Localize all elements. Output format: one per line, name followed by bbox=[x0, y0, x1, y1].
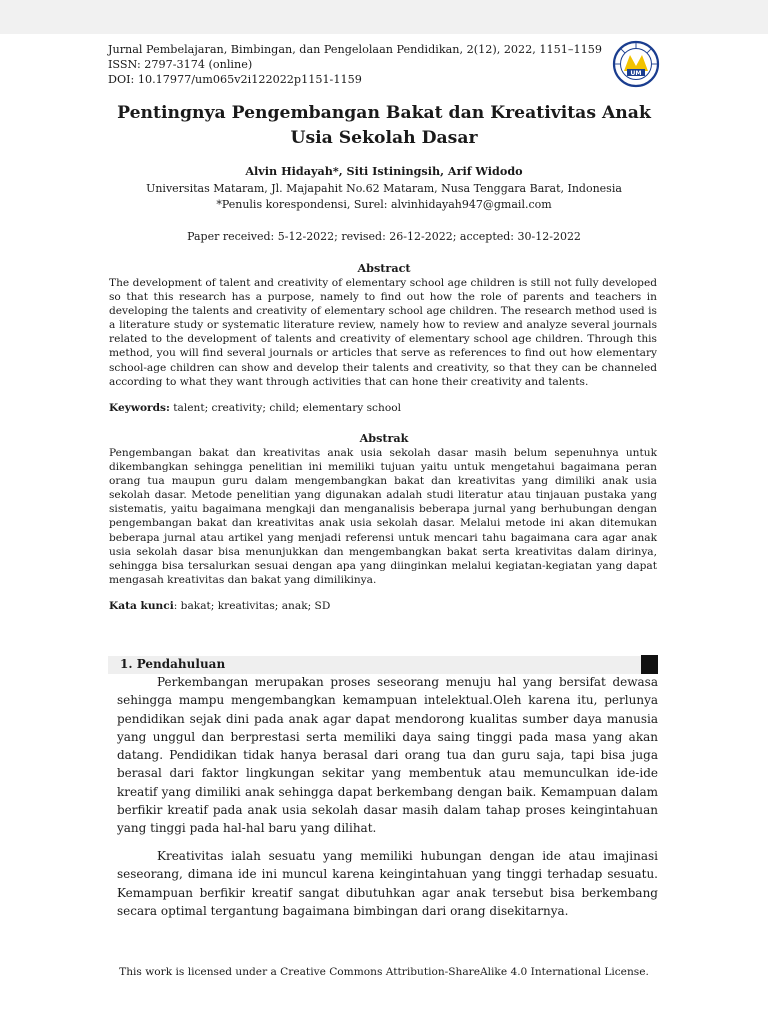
abstrak-heading: Abstrak bbox=[359, 431, 409, 445]
abstrak-body: Pengembangan bakat dan kreativitas anak usia sekolah dasar masih belum sepenuhnya untuk dikembangkan sehingga penelitian ini memiliki tujuan yaitu untuk mengetahui bagaimana peran orang tua maupun guru dalam mengembangkan bakat dan kreativitas yang dimiliki anak usia sekolah dasar. Metode penelitian yang digunakan adalah studi literatur atau tinjauan pustaka yang sistematis, yaitu bagaimana mengkaji dan menganalisis beberapa jurnal yang berhubungan dengan pengembangan bakat dan kreativitas anak usia sekolah dasar. Melalui metode ini akan ditemukan beberapa jurnal atau artikel yang menjadi referensi untuk mencari tahu bagaimana cara agar anak usia sekolah dasar bisa menunjukkan dan mengembangkan bakat serta kreativitas dalam dirinya, sehingga bisa tersalurkan sesuai dengan apa yang diinginkan melalui kegiatan-kegiatan yang dapat mengasah kreativitas dan bakat yang dimilikinya. bbox=[109, 447, 657, 586]
abstract-heading: Abstract bbox=[357, 261, 411, 275]
kata-kunci-label: Kata kunci bbox=[109, 600, 174, 612]
keywords-text: talent; creativity; child; elementary school bbox=[169, 402, 401, 414]
kata-kunci-text: : bakat; kreativitas; anak; SD bbox=[173, 600, 331, 612]
affiliation: Universitas Mataram, Jl. Majapahit No.62 Mataram, Nusa Tenggara Barat, Indonesia bbox=[146, 182, 622, 195]
paragraph-1: Perkembangan merupakan proses seseorang menuju hal yang bersifat dewasa sehingga mampu mengembangkan kemampuan intelektual.Oleh karena itu, perlunya pendidikan sejak dini pada anak agar dapat mendorong kualitas sumber daya manusia yang unggul dan berprestasi serta memiliki daya saing tinggi pada masa yang akan datang. Pendidikan tidak hanya berasal dari orang tua dan guru saja, tapi bisa juga berasal dari faktor lingkungan sekitar yang membentuk atau memunculkan ide-ide kreatif yang dimiliki anak sehingga dapat berkembang dengan baik. Kemampuan dalam berfikir kreatif pada anak usia sekolah dasar masih dalam tahap proses keingintahuan yang tinggi pada hal-hal baru yang dilihat. bbox=[117, 675, 658, 836]
keywords-label: Keywords: bbox=[109, 402, 170, 414]
section-marker-block bbox=[641, 655, 658, 674]
license-footer[interactable]: This work is licensed under a Creative Commons Attribution-ShareAlike 4.0 International License. bbox=[119, 966, 649, 978]
paper-dates: Paper received: 5-12-2022; revised: 26-12-2022; accepted: 30-12-2022 bbox=[187, 230, 581, 243]
viewer-top-bar bbox=[0, 0, 768, 34]
paper-authors: Alvin Hidayah*, Siti Istiningsih, Arif Widodo bbox=[245, 164, 523, 178]
correspondence-email[interactable]: *Penulis korespondensi, Surel: alvinhidayah947@gmail.com bbox=[216, 198, 552, 211]
university-logo-icon bbox=[612, 40, 660, 88]
paragraph-2: Kreativitas ialah sesuatu yang memiliki hubungan dengan ide atau imajinasi seseorang, dimana ide ini muncul karena keingintahuan yang tinggi terhadap sesuatu. Kemampuan berfikir kreatif sangat dibutuhkan agar anak tersebut bisa berkembang secara optimal tergantung bagaimana bimbingan dari orang disekitarnya. bbox=[117, 849, 658, 918]
svg-text:UM: UM bbox=[630, 70, 642, 77]
journal-issn: ISSN: 2797-3174 (online) bbox=[108, 58, 253, 71]
journal-header bbox=[108, 42, 628, 87]
keywords-line bbox=[109, 402, 657, 414]
journal-citation: Jurnal Pembelajaran, Bimbingan, dan Pengelolaan Pendidikan, 2(12), 2022, 1151–1159 bbox=[108, 43, 602, 56]
kata-kunci-line bbox=[109, 600, 657, 612]
paper-title: Pentingnya Pengembangan Bakat dan Kreativitas Anak Usia Sekolah Dasar bbox=[117, 103, 651, 148]
journal-doi: DOI: 10.17977/um065v2i122022p1151-1159 bbox=[108, 73, 362, 86]
section-title-pendahuluan: 1. Pendahuluan bbox=[120, 657, 226, 671]
affiliation-block bbox=[100, 181, 668, 213]
abstract-body: The development of talent and creativity of elementary school age children is still not fully developed so that this research has a purpose, namely to find out how the role of parents and teachers in developing the talents and creativity of elementary school age children. The research method used is a literature study or systematic literature review, namely how to review and analyze several journals related to the development of talents and creativity of elementary school age children. Through this method, you will find several journals or articles that serve as references to find out how elementary school-age children can show and develop their talents and creativity, so that they can be channeled according to what they want through activities that can hone their creativity and talents. bbox=[109, 277, 657, 388]
